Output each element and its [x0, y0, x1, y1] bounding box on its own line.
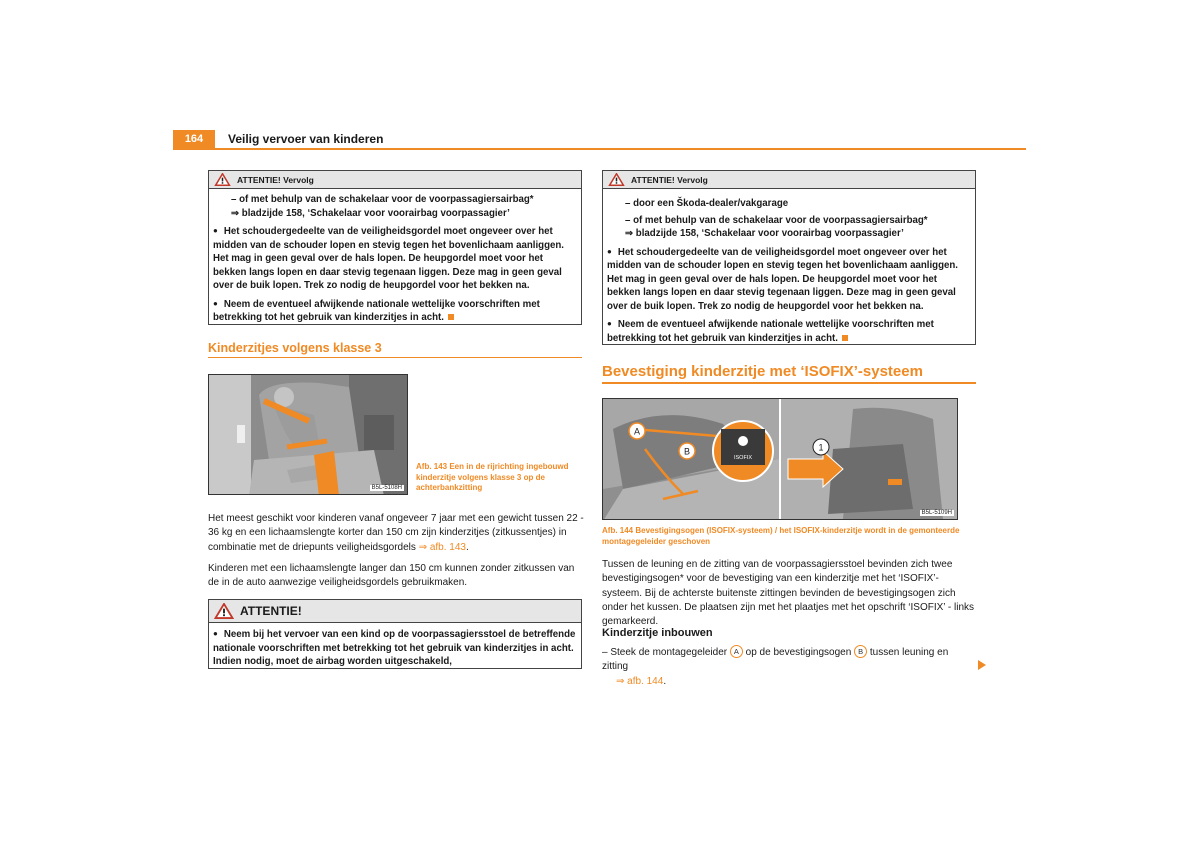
figure-reference-link[interactable]: ⇒ afb. 144 [616, 675, 664, 687]
section-rule [602, 382, 976, 384]
paragraph: Kinderen met een lichaamslengte langer dan 150 cm kunnen zonder zitkussen van de in de auto aanwezige veiligheidsgordels gebruikmaken. [208, 562, 575, 589]
warning-bullet: ● Het schoudergedeelte van de veiligheidsgordel moet ongeveer over het midden van de schouder lopen en stevig tegen het bovenlichaam aanliggen. Het mag in geen geval over de hals lopen. De heupgordel moet voor het bekken langs lopen en daar stevig tegenaan liggen. Deze mag in geen geval over de buik lopen. Trek zo nodig de heupgordel voor het bekken na. [607, 245, 971, 314]
warning-bullet: ● Het schoudergedeelte van de veiligheidsgordel moet ongeveer over het midden van de schouder lopen en stevig tegen het bovenlichaam aanliggen. Het mag in geen geval over de hals lopen. De heupgordel moet voor het bekken langs lopen en daar stevig tegenaan liggen. Deze mag in geen geval over de buik lopen. Trek zo nodig de heupgordel voor het bekken na. [213, 224, 577, 293]
warning-header [603, 171, 975, 189]
klasse3-text [208, 512, 584, 597]
figure-code: B5L-5108H [371, 485, 402, 491]
warning-label: ATTENTIE! [240, 604, 302, 618]
figure-code: B5L-5109H [921, 510, 952, 516]
warning-triangle-icon [214, 603, 234, 619]
warning-header [209, 600, 581, 623]
figure-144 [602, 398, 958, 520]
next-page-arrow-icon [978, 660, 986, 670]
section-heading: Kinderzitjes volgens klasse 3 [208, 341, 382, 355]
figure-144-caption: Afb. 144 Bevestigingsogen (ISOFIX-systeem) / het ISOFIX-kinderzitje wordt in de gemonteerde montagegeleider geschoven [602, 526, 960, 546]
isofix-text [602, 558, 977, 636]
subheading: Kinderzitje inbouwen [602, 627, 713, 639]
section-heading: Bevestiging kinderzitje met ‘ISOFIX’-systeem [602, 363, 923, 380]
warning-triangle-icon [214, 173, 231, 186]
section-rule [208, 357, 582, 358]
figure-143 [208, 374, 408, 495]
warning-dash-item: – door een Škoda-dealer/vakgarage [625, 198, 789, 209]
paragraph: Tussen de leuning en de zitting van de voorpassagiersstoel bevinden zich twee bevestigingsogen* voor de bevestiging van een kinderzitje met het ‘ISOFIX’-systeem. Bij de achterste buitenste zittingen bevinden de bevestigingsogen zich onder het kussen. De plaatsen zijn met het plaatjes met het opschrift ‘ISOFIX’ - links gemarkeerd. [602, 559, 975, 628]
isofix-illustration [603, 399, 958, 520]
callout-b-inline: B [854, 645, 867, 658]
callout-1: 1 [818, 442, 824, 453]
warning-bullet: ● Neem de eventueel afwijkende nationale wettelijke voorschriften met betrekking tot het gebruik van kinderzitjes in acht. [213, 297, 577, 325]
left-warning-box [208, 170, 582, 325]
end-marker-icon [842, 335, 848, 341]
paragraph: Het meest geschikt voor kinderen vanaf ongeveer 7 jaar met een gewicht tussen 22 - 36 kg en een lichaamslengte korter dan 150 cm zijn kinderzitjes (zitkussentjes) in combinatie met de driepunts veiligheidsgordels ⇒ afb. 143. [208, 513, 584, 553]
warning-bullet: ● Neem bij het vervoer van een kind op de voorpassagiersstoel de betreffende nationale voorschriften met betrekking tot het gebruik van kinderzitjes in acht. Indien nodig, moet de airbag worden uitgeschakeld, [213, 627, 577, 669]
page-title: Veilig vervoer van kinderen [228, 132, 384, 146]
callout-a-inline: A [730, 645, 743, 658]
header-rule [173, 148, 1026, 150]
figure-143-caption: Afb. 143 Een in de rijrichting ingebouwd kinderzitje volgens klasse 3 op de achterbankzitting [416, 462, 569, 492]
warning-header [209, 171, 581, 189]
warning-bullet: ● Neem de eventueel afwijkende nationale wettelijke voorschriften met betrekking tot het gebruik van kinderzitjes in acht. [607, 317, 971, 345]
callout-a: A [633, 426, 641, 437]
child-seat-class3-illustration [209, 375, 408, 495]
warning-label: ATTENTIE! Vervolg [631, 174, 708, 185]
warning-label: ATTENTIE! Vervolg [237, 174, 314, 185]
figure-reference-link[interactable]: ⇒ afb. 143 [418, 541, 466, 553]
isofix-tag: ISOFIX [733, 455, 753, 461]
warning-triangle-icon [608, 173, 625, 186]
warning-dash-item: – of met behulp van de schakelaar voor de voorpassagiersairbag* ⇒ bladzijde 158, ‘Schakelaar voor voorairbag voorpassagier’ [625, 214, 928, 239]
attention-box [208, 599, 582, 669]
install-step: – Steek de montagegeleider A op de bevestigingsogen B tussen leuning en zitting ⇒ afb. 144. [602, 647, 949, 687]
page-number: 164 [173, 130, 215, 149]
right-warning-box [602, 170, 976, 345]
callout-b: B [683, 446, 691, 457]
warning-dash-item: – of met behulp van de schakelaar voor de voorpassagiersairbag* ⇒ bladzijde 158, ‘Schakelaar voor voorairbag voorpassagier’ [231, 194, 534, 219]
end-marker-icon [448, 314, 454, 320]
